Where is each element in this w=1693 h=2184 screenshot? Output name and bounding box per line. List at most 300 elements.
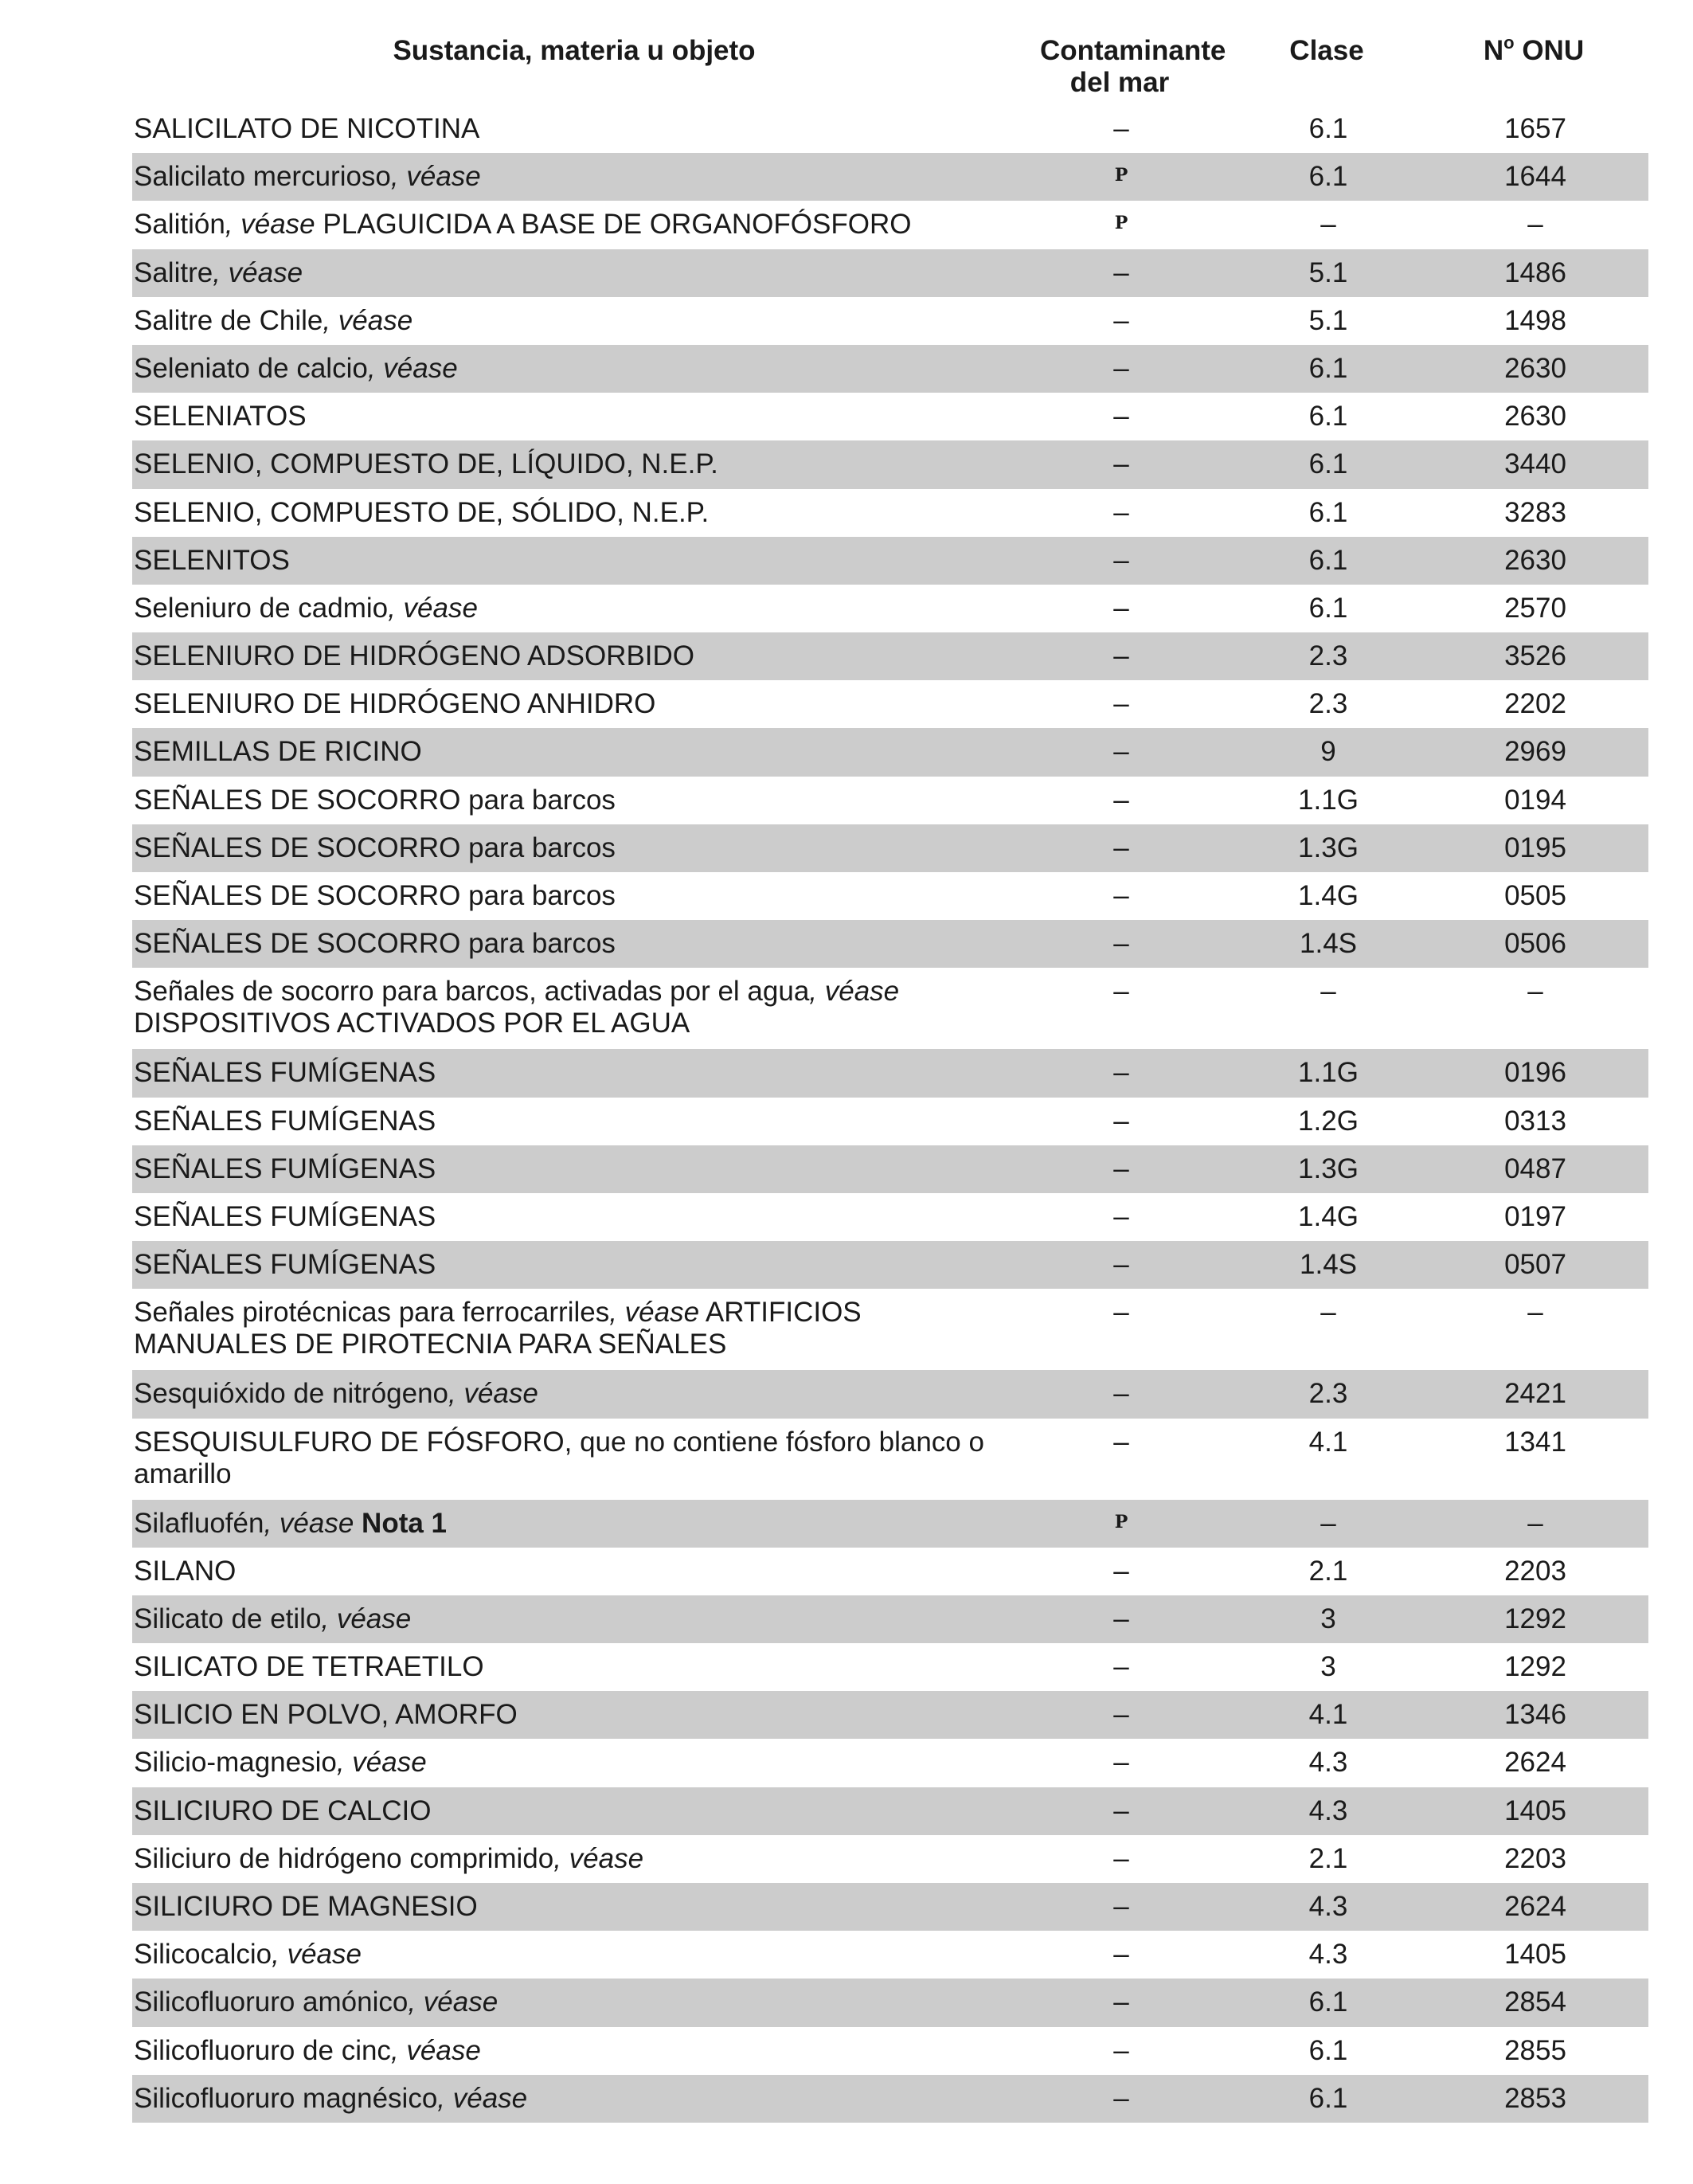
substance-name: SALICILATO DE NICOTINA	[134, 113, 480, 144]
cell-substance	[132, 640, 1018, 672]
cell-pollutant	[1018, 1297, 1225, 1329]
substance-name: Señales de socorro para barcos, activadas por el agua	[134, 976, 810, 1008]
cell-substance	[132, 1249, 1018, 1281]
cell-class: 6.1	[1308, 592, 1348, 624]
table-row	[132, 824, 1648, 872]
reference-target: ARTIFICIOS MANUALES DE PIROTECNIA PARA SEÑALES	[134, 1297, 862, 1360]
cell-substance	[132, 1843, 1018, 1875]
pollutant-value: –	[1113, 832, 1129, 863]
pollutant-value: –	[1113, 256, 1129, 288]
cell-substance	[132, 353, 1018, 385]
cell-un-number: 1405	[1504, 1795, 1566, 1826]
cell-pollutant	[1018, 1939, 1225, 1971]
substance-name: Señales pirotécnicas para ferrocarriles	[134, 1297, 610, 1329]
see-reference: , véase	[553, 1842, 644, 1874]
substance-name: Salitión	[134, 209, 225, 241]
table-row	[132, 1145, 1648, 1193]
table-body	[132, 105, 1648, 2123]
pollutant-value: –	[1113, 401, 1129, 432]
cell-un-number: 0505	[1504, 880, 1566, 911]
dangerous-goods-table	[132, 0, 1648, 2123]
cell-class: 2.3	[1308, 688, 1348, 720]
substance-name: SELENIURO DE HIDRÓGENO ADSORBIDO	[134, 640, 695, 672]
substance-name: SILICIURO DE MAGNESIO	[134, 1891, 478, 1922]
table-row	[132, 1643, 1648, 1691]
table-row	[132, 2027, 1648, 2075]
table-row	[132, 1289, 1648, 1370]
cell-class: 5.1	[1308, 256, 1348, 288]
table-row	[132, 968, 1648, 1049]
table-row	[132, 2075, 1648, 2123]
cell-substance	[132, 976, 1018, 1039]
cell-un-number: 2853	[1504, 2082, 1566, 2114]
cell-class: –	[1320, 976, 1336, 1008]
substance-name: SEÑALES DE SOCORRO para barcos	[134, 880, 616, 911]
cell-un-number: 0506	[1504, 928, 1566, 960]
cell-pollutant	[1018, 1651, 1225, 1683]
cell-substance	[132, 1556, 1018, 1587]
cell-un-number: 0507	[1504, 1249, 1566, 1281]
table-row	[132, 489, 1648, 537]
marine-pollutant-mark: P	[1114, 1511, 1128, 1532]
cell-class: 2.3	[1308, 1378, 1348, 1410]
cell-class: 1.2G	[1298, 1105, 1359, 1137]
cell-substance	[132, 1891, 1018, 1923]
cell-substance	[132, 401, 1018, 432]
see-reference: , véase	[388, 592, 478, 624]
substance-name: Silicofluoruro amónico	[134, 1986, 409, 2018]
pollutant-value: –	[1113, 496, 1129, 528]
cell-pollutant	[1018, 1795, 1225, 1827]
substance-name: SILICIO EN POLVO, AMORFO	[134, 1699, 518, 1731]
cell-pollutant	[1018, 2035, 1225, 2067]
substance-name: Seleniuro de cadmio	[134, 592, 389, 624]
pollutant-value: –	[1113, 448, 1129, 480]
substance-name: SILANO	[134, 1555, 237, 1587]
cell-class: 4.3	[1308, 1891, 1348, 1922]
cell-pollutant	[1018, 1378, 1225, 1410]
cell-pollutant	[1018, 785, 1225, 816]
table-row	[132, 345, 1648, 393]
cell-un-number: 0487	[1504, 1153, 1566, 1184]
cell-substance	[132, 1747, 1018, 1779]
cell-substance	[132, 209, 1018, 241]
cell-substance	[132, 1939, 1018, 1971]
pollutant-value: –	[1113, 1699, 1129, 1731]
cell-substance	[132, 1378, 1018, 1410]
cell-substance	[132, 1603, 1018, 1635]
cell-un-number: 0197	[1504, 1200, 1566, 1232]
see-reference: , véase	[323, 304, 413, 336]
cell-un-number: 2203	[1504, 1555, 1566, 1587]
cell-substance	[132, 2083, 1018, 2115]
cell-substance	[132, 1508, 1018, 1540]
cell-un-number: 1341	[1504, 1426, 1566, 1458]
cell-un-number: 2630	[1504, 352, 1566, 384]
cell-substance	[132, 305, 1018, 337]
cell-class: 6.1	[1308, 1986, 1348, 2018]
cell-un-number: 2969	[1504, 736, 1566, 768]
cell-un-number: 2630	[1504, 401, 1566, 432]
pollutant-value: –	[1113, 1057, 1129, 1089]
cell-un-number: 2570	[1504, 592, 1566, 624]
substance-name: SELENIURO DE HIDRÓGENO ANHIDRO	[134, 688, 656, 720]
cell-class: 6.1	[1308, 401, 1348, 432]
header-substance: Sustancia, materia u objeto	[393, 35, 756, 66]
substance-name: SEÑALES FUMÍGENAS	[134, 1200, 436, 1232]
table-row	[132, 1691, 1648, 1739]
cell-un-number: –	[1527, 976, 1543, 1008]
cell-class: –	[1320, 1507, 1336, 1539]
pollutant-value: –	[1113, 544, 1129, 576]
pollutant-value: –	[1113, 1297, 1129, 1329]
see-reference: , véase	[213, 256, 303, 288]
cell-pollutant	[1018, 1843, 1225, 1875]
cell-pollutant	[1018, 976, 1225, 1008]
pollutant-value: –	[1113, 688, 1129, 720]
table-row	[132, 1595, 1648, 1643]
substance-name: SILICATO DE TETRAETILO	[134, 1651, 484, 1683]
cell-substance	[132, 928, 1018, 960]
pollutant-value: –	[1113, 784, 1129, 816]
substance-name: Salitre	[134, 256, 213, 288]
pollutant-value: –	[1113, 2034, 1129, 2066]
table-row	[132, 1835, 1648, 1883]
table-row	[132, 1193, 1648, 1241]
cell-class: 6.1	[1308, 352, 1348, 384]
marine-pollutant-mark: P	[1114, 165, 1128, 186]
cell-pollutant	[1018, 1747, 1225, 1779]
pollutant-value: –	[1113, 640, 1129, 672]
table-row	[132, 537, 1648, 585]
pollutant-value: –	[1113, 592, 1129, 624]
table-row	[132, 1979, 1648, 2026]
cell-un-number: 2624	[1504, 1891, 1566, 1922]
cell-un-number: 1292	[1504, 1603, 1566, 1634]
see-reference: , véase	[437, 2082, 528, 2114]
table-row	[132, 1883, 1648, 1931]
cell-class: 6.1	[1308, 161, 1348, 193]
substance-name: SEÑALES FUMÍGENAS	[134, 1153, 436, 1184]
cell-pollutant	[1018, 640, 1225, 672]
see-reference: , véase	[408, 1986, 499, 2018]
cell-class: 6.1	[1308, 113, 1348, 144]
cell-substance	[132, 545, 1018, 577]
pollutant-value: –	[1113, 1939, 1129, 1971]
substance-name: SEÑALES DE SOCORRO para barcos	[134, 928, 616, 960]
substance-name: SELENIATOS	[134, 401, 307, 432]
cell-class: 2.1	[1308, 1842, 1348, 1874]
pollutant-value: –	[1113, 1747, 1129, 1779]
cell-substance	[132, 113, 1018, 145]
pollutant-value: –	[1113, 1153, 1129, 1184]
substance-name: SEÑALES DE SOCORRO para barcos	[134, 784, 616, 816]
table-row	[132, 872, 1648, 920]
cell-substance	[132, 448, 1018, 480]
header-un-sup: o	[1503, 33, 1515, 53]
cell-un-number: 1292	[1504, 1651, 1566, 1683]
pollutant-value: –	[1113, 1891, 1129, 1922]
cell-un-number: –	[1527, 1507, 1543, 1539]
pollutant-value: –	[1113, 928, 1129, 960]
cell-un-number: 2421	[1504, 1378, 1566, 1410]
substance-name: SEMILLAS DE RICINO	[134, 736, 422, 768]
cell-substance	[132, 257, 1018, 289]
cell-pollutant	[1018, 353, 1225, 385]
pollutant-value: –	[1113, 1603, 1129, 1634]
cell-un-number: 2624	[1504, 1747, 1566, 1779]
cell-un-number: 1486	[1504, 256, 1566, 288]
cell-un-number: 1498	[1504, 304, 1566, 336]
pollutant-value: –	[1113, 736, 1129, 768]
cell-pollutant	[1018, 1699, 1225, 1731]
table-row	[132, 1787, 1648, 1835]
pollutant-value: –	[1113, 2082, 1129, 2114]
cell-class: 1.3G	[1298, 832, 1359, 863]
cell-class: 4.1	[1308, 1699, 1348, 1731]
cell-substance	[132, 1153, 1018, 1185]
table-row	[132, 105, 1648, 153]
substance-name: Silicocalcio	[134, 1939, 272, 1971]
cell-un-number: 2854	[1504, 1986, 1566, 2018]
header-class: Clase	[1289, 35, 1364, 66]
cell-substance	[132, 785, 1018, 816]
cell-class: 6.1	[1308, 448, 1348, 480]
substance-name: Silicofluoruro de cinc	[134, 2034, 391, 2066]
substance-name: SEÑALES FUMÍGENAS	[134, 1057, 436, 1089]
cell-class: 3	[1320, 1651, 1336, 1683]
cell-substance	[132, 736, 1018, 768]
cell-class: 1.3G	[1298, 1153, 1359, 1184]
cell-substance	[132, 688, 1018, 720]
cell-pollutant	[1018, 257, 1225, 289]
pollutant-value: –	[1113, 1105, 1129, 1137]
table-row	[132, 1548, 1648, 1595]
table-row	[132, 728, 1648, 776]
table-row	[132, 297, 1648, 345]
table-row	[132, 1500, 1648, 1548]
pollutant-value: –	[1113, 1795, 1129, 1826]
see-reference: , véase	[272, 1939, 362, 1971]
pollutant-value: –	[1113, 1426, 1129, 1458]
reference-target: DISPOSITIVOS ACTIVADOS POR EL AGUA	[134, 1008, 690, 1039]
cell-class: 4.1	[1308, 1426, 1348, 1458]
cell-substance	[132, 1201, 1018, 1233]
cell-class: 5.1	[1308, 304, 1348, 336]
table-row	[132, 393, 1648, 440]
see-reference: , véase	[609, 1297, 700, 1329]
cell-pollutant	[1018, 161, 1225, 196]
table-row	[132, 440, 1648, 488]
cell-pollutant	[1018, 2083, 1225, 2115]
cell-pollutant	[1018, 880, 1225, 912]
cell-substance	[132, 1106, 1018, 1137]
substance-name: Salitre de Chile	[134, 304, 323, 336]
cell-substance	[132, 1427, 1018, 1490]
cell-class: 1.4G	[1298, 880, 1359, 911]
cell-substance	[132, 1297, 1018, 1360]
cell-class: 4.3	[1308, 1939, 1348, 1971]
cell-pollutant	[1018, 497, 1225, 529]
cell-un-number: 0194	[1504, 784, 1566, 816]
cell-pollutant	[1018, 1153, 1225, 1185]
cell-pollutant	[1018, 928, 1225, 960]
substance-name: Sesquióxido de nitrógeno	[134, 1378, 449, 1410]
cell-class: 6.1	[1308, 2082, 1348, 2114]
table-row	[132, 1370, 1648, 1418]
table-row	[132, 1241, 1648, 1289]
cell-class: 4.3	[1308, 1795, 1348, 1826]
cell-class: 6.1	[1308, 544, 1348, 576]
cell-pollutant	[1018, 1106, 1225, 1137]
substance-name: Silafluofén	[134, 1507, 264, 1539]
cell-pollutant	[1018, 832, 1225, 864]
cell-pollutant	[1018, 1603, 1225, 1635]
see-reference: , véase	[809, 976, 900, 1008]
cell-substance	[132, 1986, 1018, 2018]
cell-substance	[132, 1651, 1018, 1683]
header-un-suffix: ONU	[1514, 35, 1585, 66]
cell-un-number: 0313	[1504, 1105, 1566, 1137]
header-un-number	[1430, 35, 1637, 70]
substance-name: Silicato de etilo	[134, 1603, 322, 1634]
cell-un-number: 2203	[1504, 1842, 1566, 1874]
cell-class: 2.3	[1308, 640, 1348, 672]
cell-un-number: –	[1527, 1297, 1543, 1329]
substance-name: SELENITOS	[134, 544, 290, 576]
cell-class: 1.4S	[1300, 928, 1357, 960]
substance-name: SESQUISULFURO DE FÓSFORO, que no contiene fósforo blanco o amarillo	[134, 1426, 984, 1489]
pollutant-value: –	[1113, 1200, 1129, 1232]
cell-un-number: 2202	[1504, 688, 1566, 720]
cell-class: 1.4G	[1298, 1200, 1359, 1232]
table-row	[132, 201, 1648, 249]
marine-pollutant-mark: P	[1114, 213, 1128, 234]
cell-un-number: 0195	[1504, 832, 1566, 863]
pollutant-value: –	[1113, 1249, 1129, 1281]
see-reference: , véase	[336, 1747, 427, 1779]
cell-un-number: 1405	[1504, 1939, 1566, 1971]
table-row	[132, 777, 1648, 824]
cell-un-number: 3283	[1504, 496, 1566, 528]
cell-substance	[132, 880, 1018, 912]
cell-substance	[132, 2035, 1018, 2067]
pollutant-value: –	[1113, 352, 1129, 384]
cell-pollutant	[1018, 736, 1225, 768]
see-reference: , véase	[448, 1378, 538, 1410]
substance-name: SELENIO, COMPUESTO DE, LÍQUIDO, N.E.P.	[134, 448, 718, 480]
pollutant-value: –	[1113, 1378, 1129, 1410]
substance-name: SELENIO, COMPUESTO DE, SÓLIDO, N.E.P.	[134, 496, 710, 528]
table-header	[132, 0, 1648, 105]
cell-pollutant	[1018, 113, 1225, 145]
pollutant-value: –	[1113, 976, 1129, 1008]
table-row	[132, 1049, 1648, 1097]
cell-pollutant	[1018, 545, 1225, 577]
cell-class: –	[1320, 1297, 1336, 1329]
substance-name: SILICIURO DE CALCIO	[134, 1795, 432, 1826]
pollutant-value: –	[1113, 1842, 1129, 1874]
pollutant-value: –	[1113, 880, 1129, 911]
substance-name: SEÑALES DE SOCORRO para barcos	[134, 832, 616, 863]
cell-class: 4.3	[1308, 1747, 1348, 1779]
cell-substance	[132, 1699, 1018, 1731]
cell-class: 1.4S	[1300, 1249, 1357, 1281]
substance-name: SEÑALES FUMÍGENAS	[134, 1105, 436, 1137]
cell-class: 9	[1320, 736, 1336, 768]
table-row	[132, 249, 1648, 297]
cell-pollutant	[1018, 1891, 1225, 1923]
see-reference: , véase	[390, 2034, 481, 2066]
see-reference: , véase	[390, 161, 481, 193]
table-row	[132, 1419, 1648, 1500]
cell-substance	[132, 593, 1018, 624]
cell-class: 3	[1320, 1603, 1336, 1634]
cell-pollutant	[1018, 1556, 1225, 1587]
pollutant-value: –	[1113, 1651, 1129, 1683]
cell-un-number: 1657	[1504, 113, 1566, 144]
cell-substance	[132, 497, 1018, 529]
table-row	[132, 1931, 1648, 1979]
substance-name: Siliciuro de hidrógeno comprimido	[134, 1842, 554, 1874]
cell-pollutant	[1018, 448, 1225, 480]
header-pollutant-text: Contaminante del mar	[1040, 35, 1226, 98]
cell-substance	[132, 832, 1018, 864]
reference-note: Nota 1	[354, 1507, 448, 1539]
see-reference: , véase	[225, 209, 315, 241]
cell-un-number: 3526	[1504, 640, 1566, 672]
cell-substance	[132, 1057, 1018, 1089]
header-un-n: N	[1483, 35, 1504, 66]
substance-name: Silicofluoruro magnésico	[134, 2082, 438, 2114]
cell-un-number: 1644	[1504, 161, 1566, 193]
table-row	[132, 920, 1648, 968]
cell-un-number: 2630	[1504, 544, 1566, 576]
substance-name: SEÑALES FUMÍGENAS	[134, 1249, 436, 1281]
substance-name: Salicilato mercurioso	[134, 161, 391, 193]
substance-name: Silicio-magnesio	[134, 1747, 337, 1779]
pollutant-value: –	[1113, 304, 1129, 336]
cell-un-number: 1346	[1504, 1699, 1566, 1731]
cell-un-number: 3440	[1504, 448, 1566, 480]
cell-pollutant	[1018, 209, 1225, 244]
cell-pollutant	[1018, 593, 1225, 624]
table-row	[132, 1098, 1648, 1145]
cell-pollutant	[1018, 688, 1225, 720]
table-row	[132, 1739, 1648, 1787]
cell-un-number: 0196	[1504, 1057, 1566, 1089]
table-row	[132, 632, 1648, 680]
pollutant-value: –	[1113, 1986, 1129, 2018]
see-reference: , véase	[321, 1603, 412, 1634]
cell-class: 1.1G	[1298, 784, 1359, 816]
pollutant-value: –	[1113, 1555, 1129, 1587]
cell-substance	[132, 161, 1018, 193]
table-row	[132, 153, 1648, 201]
pollutant-value: –	[1113, 113, 1129, 144]
substance-name: Seleniato de calcio	[134, 352, 368, 384]
cell-pollutant	[1018, 305, 1225, 337]
cell-un-number: –	[1527, 209, 1543, 241]
cell-pollutant	[1018, 1201, 1225, 1233]
header-pollutant	[1016, 35, 1226, 99]
cell-class: 6.1	[1308, 496, 1348, 528]
cell-pollutant	[1018, 401, 1225, 432]
cell-pollutant	[1018, 1427, 1225, 1458]
cell-class: –	[1320, 209, 1336, 241]
cell-class: 6.1	[1308, 2034, 1348, 2066]
cell-class: 2.1	[1308, 1555, 1348, 1587]
